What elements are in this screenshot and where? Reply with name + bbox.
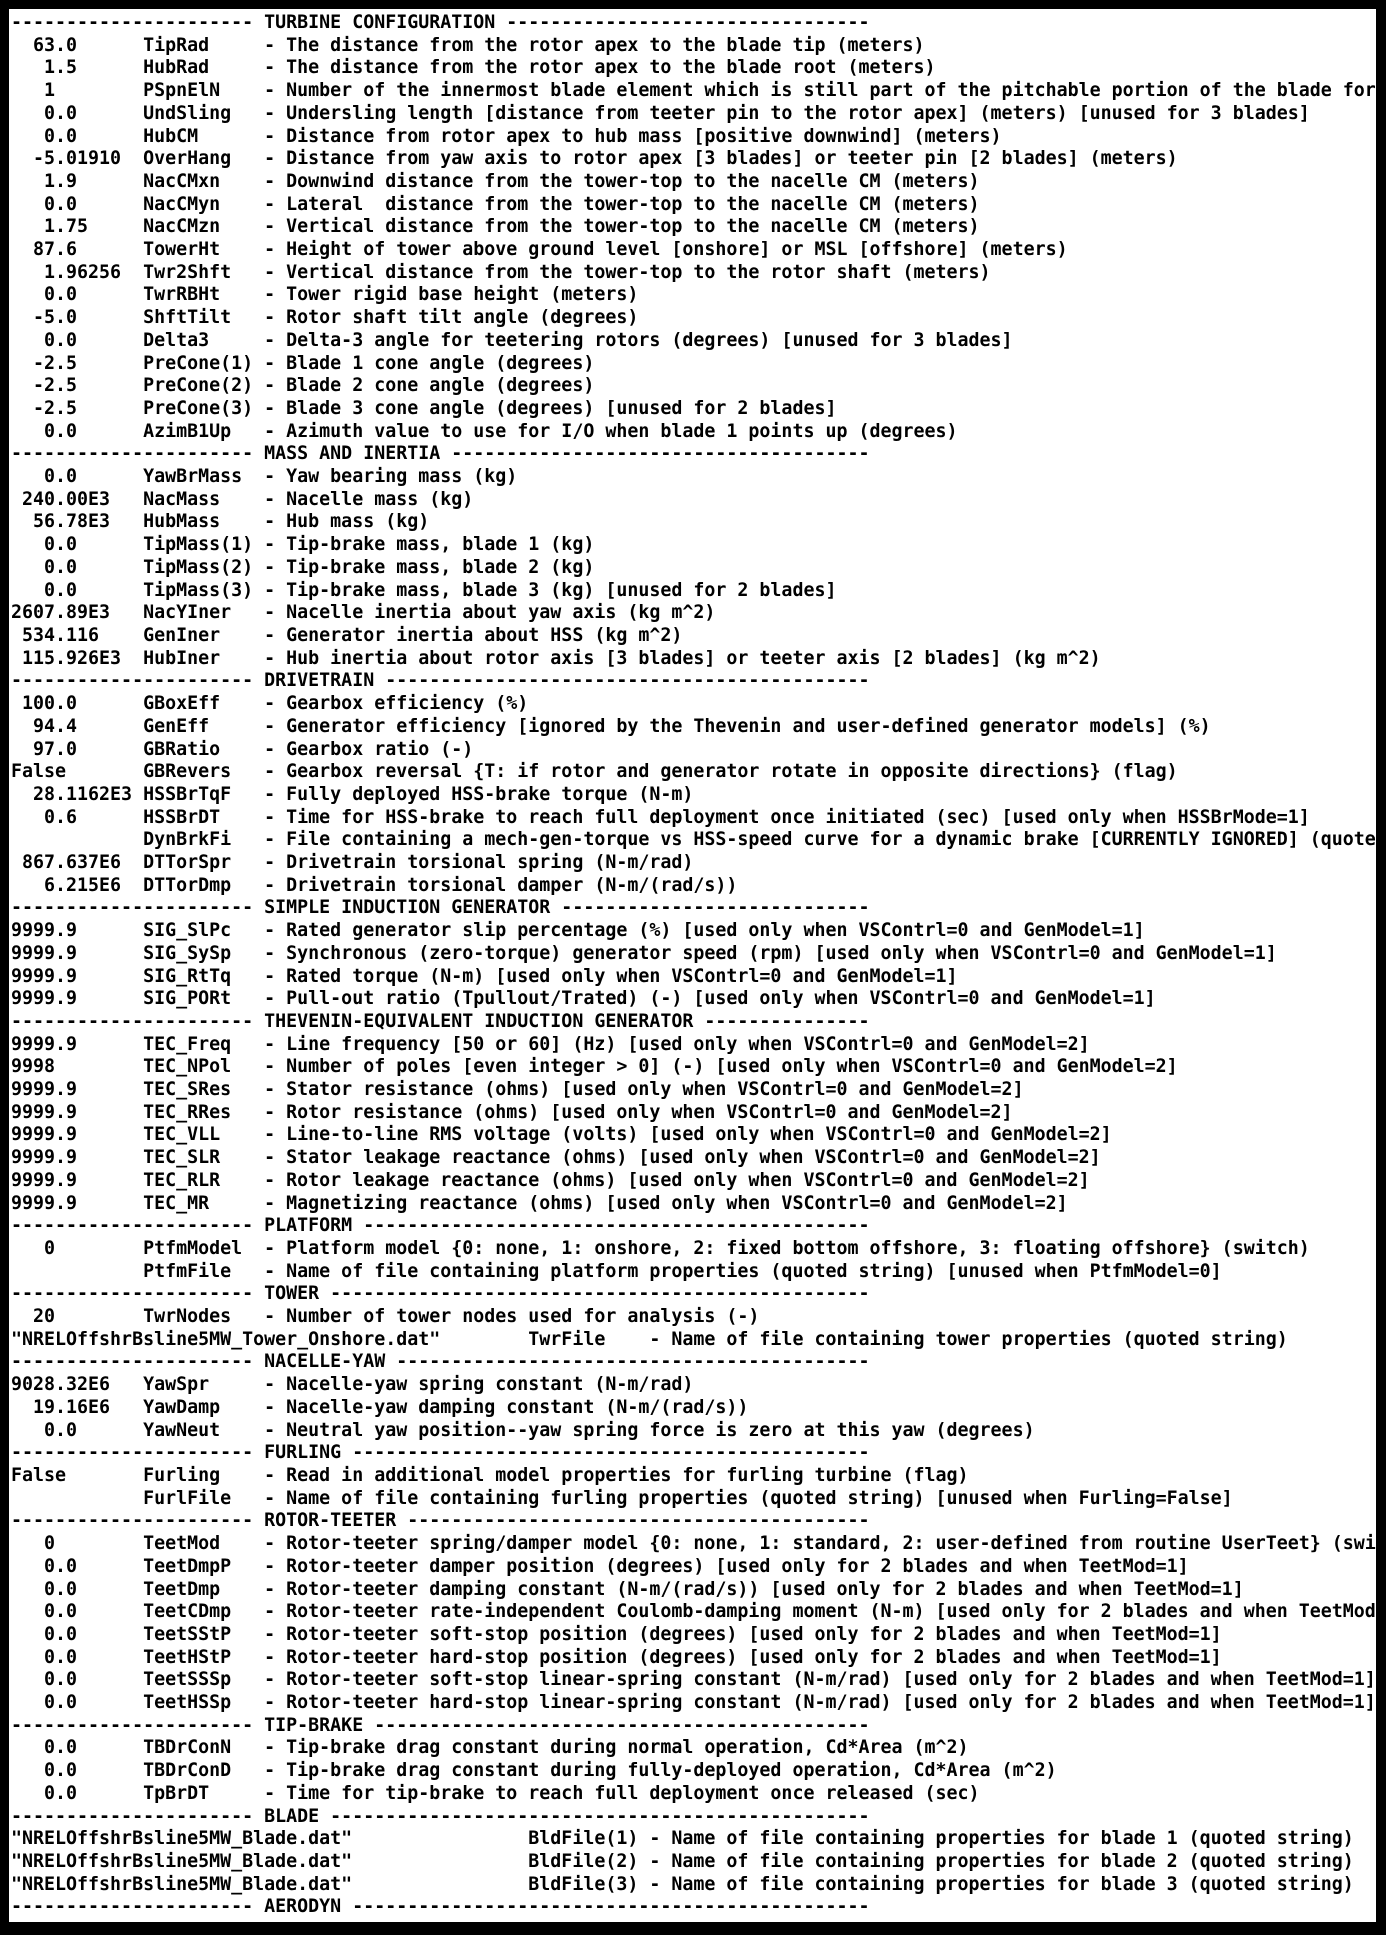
- param-line-teethstp: 0.0 TeetHStP - Rotor-teeter hard-stop position (degrees) [used only for 2 blades and when TeetMod=1]: [11, 1646, 1222, 1668]
- section-header-mass-and-inertia: ---------------------- MASS AND INERTIA --------------------------------------: [11, 443, 870, 465]
- param-line-yawbrmass: 0.0 YawBrMass - Yaw bearing mass (kg): [11, 466, 518, 488]
- param-line-tec-sres: 9999.9 TEC_SRes - Stator resistance (ohms) [used only when VSContrl=0 and GenModel=2]: [11, 1079, 1024, 1101]
- param-line-gbratio: 97.0 GBRatio - Gearbox ratio (-): [11, 738, 474, 760]
- param-line-teetdmpp: 0.0 TeetDmpP - Rotor-teeter damper position (degrees) [used only for 2 blades and when TeetMod=1]: [11, 1555, 1189, 1577]
- param-line-teetsssp: 0.0 TeetSSSp - Rotor-teeter soft-stop linear-spring constant (N-m/rad) [used only for 2 blades and when TeetMod=1]: [11, 1669, 1376, 1691]
- file-content: [9, 9, 1376, 1922]
- param-line-twrnodes: 20 TwrNodes - Number of tower nodes used for analysis (-): [11, 1306, 760, 1328]
- param-line-geneff: 94.4 GenEff - Generator efficiency [ignored by the Thevenin and user-defined generator models] (%): [11, 715, 1211, 737]
- param-line-pspneln: 1 PSpnElN - Number of the innermost blade element which is still part of the pitchable portion of the blade for: [11, 80, 1376, 102]
- param-line-nacyiner: 2607.89E3 NacYIner - Nacelle inertia about yaw axis (kg m^2): [11, 602, 716, 624]
- param-line-hubmass: 56.78E3 HubMass - Hub mass (kg): [11, 511, 430, 533]
- section-header-tip-brake: ---------------------- TIP-BRAKE ---------------------------------------------: [11, 1714, 870, 1736]
- param-line-twr2shft: 1.96256 Twr2Shft - Vertical distance from the tower-top to the rotor shaft (meters): [11, 261, 991, 283]
- section-header-blade: ---------------------- BLADE -------------------------------------------------: [11, 1805, 870, 1827]
- param-line-towerht: 87.6 TowerHt - Height of tower above ground level [onshore] or MSL [offshore] (meters): [11, 239, 1068, 261]
- param-line-yawneut: 0.0 YawNeut - Neutral yaw position--yaw spring force is zero at this yaw (degrees): [11, 1419, 1035, 1441]
- param-line-naccmzn: 1.75 NacCMzn - Vertical distance from the tower-top to the nacelle CM (meters): [11, 216, 980, 238]
- param-line-yawdamp: 19.16E6 YawDamp - Nacelle-yaw damping constant (N-m/(rad/s)): [11, 1396, 749, 1418]
- param-line-sig-sysp: 9999.9 SIG_SySp - Synchronous (zero-torque) generator speed (rpm) [used only when VSContrl=0 and GenModel=1]: [11, 942, 1277, 964]
- param-line-tbdrconn: 0.0 TBDrConN - Tip-brake drag constant during normal operation, Cd*Area (m^2): [11, 1737, 969, 1759]
- param-line-furling: False Furling - Read in additional model properties for furling turbine (flag): [11, 1465, 969, 1486]
- param-line-tipmass-3: 0.0 TipMass(3) - Tip-brake mass, blade 3 (kg) [unused for 2 blades]: [11, 579, 837, 601]
- param-line-precone-2: -2.5 PreCone(2) - Blade 2 cone angle (degrees): [11, 375, 595, 397]
- param-line-hubcm: 0.0 HubCM - Distance from rotor apex to hub mass [positive downwind] (meters): [11, 125, 1002, 147]
- param-line-furlfile: FurlFile - Name of file containing furling properties (quoted string) [unused when Furling=False]: [11, 1487, 1233, 1509]
- section-header-thevenin-equivalent-induction-generator: ---------------------- THEVENIN-EQUIVALENT INDUCTION GENERATOR ---------------: [11, 1010, 870, 1032]
- param-line-tec-rres: 9999.9 TEC_RRes - Rotor resistance (ohms) [used only when VSContrl=0 and GenModel=2]: [11, 1101, 1013, 1123]
- param-line-twrfile: "NRELOffshrBsline5MW_Tower_Onshore.dat" TwrFile - Name of file containing tower properties (quoted string): [11, 1328, 1288, 1350]
- param-line-tec-mr: 9999.9 TEC_MR - Magnetizing reactance (ohms) [used only when VSContrl=0 and GenModel=2]: [11, 1192, 1068, 1214]
- param-line-dttordmp: 6.215E6 DTTorDmp - Drivetrain torsional damper (N-m/(rad/s)): [11, 874, 738, 896]
- param-line-geniner: 534.116 GenIner - Generator inertia about HSS (kg m^2): [11, 624, 683, 646]
- param-line-nacmass: 240.00E3 NacMass - Nacelle mass (kg): [11, 488, 474, 510]
- param-line-yawspr: 9028.32E6 YawSpr - Nacelle-yaw spring constant (N-m/rad): [11, 1374, 694, 1396]
- param-line-naccmxn: 1.9 NacCMxn - Downwind distance from the tower-top to the nacelle CM (meters): [11, 170, 980, 192]
- param-line-tec-slr: 9999.9 TEC_SLR - Stator leakage reactance (ohms) [used only when VSContrl=0 and GenModel=2]: [11, 1147, 1101, 1169]
- param-line-hubiner: 115.926E3 HubIner - Hub inertia about rotor axis [3 blades] or teeter axis [2 blades] (kg m^2): [11, 647, 1101, 669]
- section-header-furling: ---------------------- FURLING -----------------------------------------------: [11, 1442, 870, 1464]
- param-line-tec-rlr: 9999.9 TEC_RLR - Rotor leakage reactance (ohms) [used only when VSContrl=0 and GenModel=2]: [11, 1169, 1090, 1191]
- param-line-delta3: 0.0 Delta3 - Delta-3 angle for teetering rotors (degrees) [unused for 3 blades]: [11, 329, 1013, 351]
- param-line-ptfmfile: PtfmFile - Name of file containing platform properties (quoted string) [unused when PtfmModel=0]: [11, 1260, 1222, 1282]
- param-line-bldfile-2: "NRELOffshrBsline5MW_Blade.dat" BldFile(2) - Name of file containing properties for blade 2 (quoted string): [11, 1850, 1354, 1872]
- param-line-twrrbht: 0.0 TwrRBHt - Tower rigid base height (meters): [11, 284, 639, 306]
- param-line-hubrad: 1.5 HubRad - The distance from the rotor apex to the blade root (meters): [11, 57, 936, 79]
- param-line-bldfile-1: "NRELOffshrBsline5MW_Blade.dat" BldFile(1) - Name of file containing properties for blade 1 (quoted string): [11, 1828, 1354, 1850]
- param-line-hssbrtqf: 28.1162E3 HSSBrTqF - Fully deployed HSS-brake torque (N-m): [11, 783, 694, 805]
- param-line-gboxeff: 100.0 GBoxEff - Gearbox efficiency (%): [11, 693, 529, 715]
- param-line-teetsstp: 0.0 TeetSStP - Rotor-teeter soft-stop position (degrees) [used only for 2 blades and when TeetMod=1]: [11, 1623, 1222, 1645]
- section-header-rotor-teeter: ---------------------- ROTOR-TEETER ------------------------------------------: [11, 1510, 870, 1532]
- param-line-undsling: 0.0 UndSling - Undersling length [distance from teeter pin to the rotor apex] (meters) [unused for 3 blades]: [11, 102, 1310, 124]
- section-header-platform: ---------------------- PLATFORM ----------------------------------------------: [11, 1215, 870, 1237]
- param-line-overhang: -5.01910 OverHang - Distance from yaw axis to rotor apex [3 blades] or teeter pin [2 blades] (meters): [11, 148, 1178, 170]
- section-header-tower: ---------------------- TOWER -------------------------------------------------: [11, 1283, 870, 1305]
- param-line-hssbrdt: 0.6 HSSBrDT - Time for HSS-brake to reach full deployment once initiated (sec) [used only when HSSBrMode=1]: [11, 806, 1310, 828]
- param-line-precone-1: -2.5 PreCone(1) - Blade 1 cone angle (degrees): [11, 352, 595, 374]
- param-line-precone-3: -2.5 PreCone(3) - Blade 3 cone angle (degrees) [unused for 2 blades]: [11, 397, 837, 419]
- param-line-gbrevers: False GBRevers - Gearbox reversal {T: if rotor and generator rotate in opposite directions} (flag): [11, 761, 1178, 783]
- param-line-teetmod: 0 TeetMod - Rotor-teeter spring/damper model {0: none, 1: standard, 2: user-defined from routine UserTeet} (swi: [11, 1533, 1376, 1555]
- section-header-aerodyn: ---------------------- AERODYN -----------------------------------------------: [11, 1896, 870, 1918]
- param-line-tipmass-2: 0.0 TipMass(2) - Tip-brake mass, blade 2 (kg): [11, 556, 595, 578]
- param-line-teetdmp: 0.0 TeetDmp - Rotor-teeter damping constant (N-m/(rad/s)) [used only for 2 blades and when TeetMod=1]: [11, 1578, 1244, 1600]
- param-line-tbdrcond: 0.0 TBDrConD - Tip-brake drag constant during fully-deployed operation, Cd*Area (m^2): [11, 1760, 1057, 1782]
- param-line-sig-port: 9999.9 SIG_PORt - Pull-out ratio (Tpullout/Trated) (-) [used only when VSContrl=0 and GenModel=1]: [11, 988, 1156, 1010]
- param-line-teetcdmp: 0.0 TeetCDmp - Rotor-teeter rate-independent Coulomb-damping moment (N-m) [used only for 2 blades and when TeetMod: [11, 1601, 1376, 1623]
- param-line-dynbrkfi: DynBrkFi - File containing a mech-gen-torque vs HSS-speed curve for a dynamic brake [CURRENTLY IGNORED] (quote: [11, 829, 1376, 851]
- param-line-teethssp: 0.0 TeetHSSp - Rotor-teeter hard-stop linear-spring constant (N-m/rad) [used only for 2 blades and when TeetMod=1]: [11, 1692, 1376, 1714]
- param-line-ptfmmodel: 0 PtfmModel - Platform model {0: none, 1: onshore, 2: fixed bottom offshore, 3: floating offshore} (switch): [11, 1237, 1310, 1259]
- param-line-tec-vll: 9999.9 TEC_VLL - Line-to-line RMS voltage (volts) [used only when VSContrl=0 and GenModel=2]: [11, 1124, 1112, 1146]
- param-line-sig-rttq: 9999.9 SIG_RtTq - Rated torque (N-m) [used only when VSContrl=0 and GenModel=1]: [11, 965, 958, 987]
- param-line-naccmyn: 0.0 NacCMyn - Lateral distance from the tower-top to the nacelle CM (meters): [11, 193, 980, 215]
- section-header-turbine-configuration: ---------------------- TURBINE CONFIGURATION ---------------------------------: [11, 12, 870, 33]
- param-line-tec-npol: 9998 TEC_NPol - Number of poles [even integer > 0] (-) [used only when VSContrl=0 and GenModel=2]: [11, 1056, 1178, 1078]
- param-line-dttorspr: 867.637E6 DTTorSpr - Drivetrain torsional spring (N-m/rad): [11, 852, 694, 874]
- section-header-simple-induction-generator: ---------------------- SIMPLE INDUCTION GENERATOR ----------------------------: [11, 897, 870, 919]
- section-header-drivetrain: ---------------------- DRIVETRAIN --------------------------------------------: [11, 670, 870, 692]
- param-line-sig-slpc: 9999.9 SIG_SlPc - Rated generator slip percentage (%) [used only when VSContrl=0 and GenModel=1]: [11, 920, 1145, 942]
- param-line-bldfile-3: "NRELOffshrBsline5MW_Blade.dat" BldFile(3) - Name of file containing properties for blade 3 (quoted string): [11, 1873, 1354, 1895]
- section-header-nacelle-yaw: ---------------------- NACELLE-YAW -------------------------------------------: [11, 1351, 870, 1373]
- param-line-tec-freq: 9999.9 TEC_Freq - Line frequency [50 or 60] (Hz) [used only when VSContrl=0 and GenModel=2]: [11, 1033, 1090, 1055]
- param-line-tiprad: 63.0 TipRad - The distance from the rotor apex to the blade tip (meters): [11, 34, 925, 56]
- param-line-tpbrdt: 0.0 TpBrDT - Time for tip-brake to reach full deployment once released (sec): [11, 1782, 980, 1804]
- param-line-azimb1up: 0.0 AzimB1Up - Azimuth value to use for I/O when blade 1 points up (degrees): [11, 420, 958, 442]
- param-line-shfttilt: -5.0 ShftTilt - Rotor shaft tilt angle (degrees): [11, 307, 639, 329]
- param-line-tipmass-1: 0.0 TipMass(1) - Tip-brake mass, blade 1 (kg): [11, 534, 595, 556]
